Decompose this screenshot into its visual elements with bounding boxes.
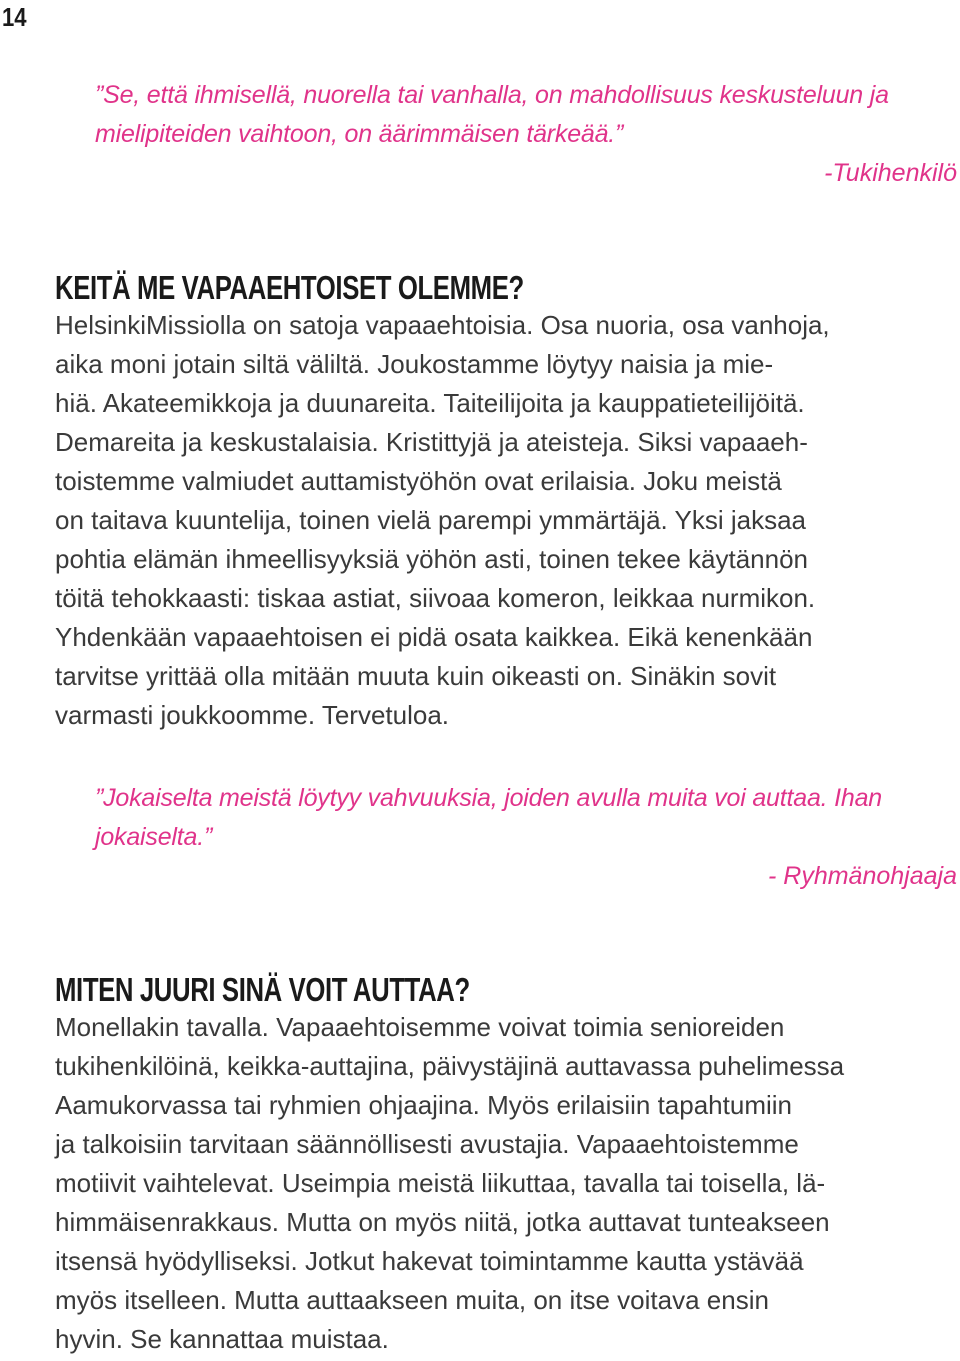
- quote-line: jokaiselta.”: [95, 823, 213, 851]
- section-heading: KEITÄ ME VAPAAEHTOISET OLEMME?: [55, 269, 524, 306]
- section-heading: MITEN JUURI SINÄ VOIT AUTTAA?: [55, 971, 470, 1008]
- paragraph-line: hyvin. Se kannattaa muistaa.: [55, 1324, 389, 1354]
- paragraph-line: on taitava kuuntelija, toinen vielä parempi ymmärtäjä. Yksi jaksaa: [55, 505, 807, 535]
- paragraph-line: toistemme valmiudet auttamistyöhön ovat erilaisia. Joku meistä: [55, 466, 782, 496]
- paragraph-line: varmasti joukkoomme. Tervetuloa.: [55, 700, 450, 730]
- quote-line: mielipiteiden vaihtoon, on äärimmäisen tärkeää.”: [95, 120, 624, 148]
- section-who-we-are: [55, 268, 935, 735]
- quote-group-leader: [95, 779, 957, 896]
- paragraph-line: myös itselleen. Mutta auttaakseen muita, on itse voitava ensin: [55, 1285, 769, 1315]
- quote-volunteer: [95, 76, 957, 193]
- quote-line: ”Jokaiselta meistä löytyy vahvuuksia, joiden avulla muita voi auttaa. Ihan: [95, 784, 883, 812]
- page-number: 14: [2, 2, 27, 32]
- paragraph-line: motiivit vaihtelevat. Useimpia meistä liikuttaa, tavalla tai toisella, lä-: [55, 1168, 826, 1198]
- quote-line: ”Se, että ihmisellä, nuorella tai vanhalla, on mahdollisuus keskusteluun ja: [95, 81, 889, 109]
- paragraph-line: tukihenkilöinä, keikka-auttajina, päivystäjinä auttavassa puhelimessa: [55, 1051, 845, 1081]
- paragraph-line: tarvitse yrittää olla mitään muuta kuin oikeasti on. Sinäkin sovit: [55, 661, 777, 691]
- paragraph-line: ja talkoisiin tarvitaan säännöllisesti avustajia. Vapaaehtoistemme: [55, 1129, 799, 1159]
- section-paragraph: [55, 306, 935, 735]
- paragraph-line: töitä tehokkaasti: tiskaa astiat, siivoaa komeron, leikkaa nurmikon.: [55, 583, 816, 613]
- quote-attribution: - Ryhmänohjaaja: [768, 862, 957, 890]
- paragraph-line: pohtia elämän ihmeellisyyksiä yöhön asti, toinen tekee käytännön: [55, 544, 809, 574]
- quote-attribution: -Tukihenkilö: [824, 159, 957, 187]
- paragraph-line: aika moni jotain siltä väliltä. Joukostamme löytyy naisia ja mie-: [55, 349, 774, 379]
- paragraph-line: Demareita ja keskustalaisia. Kristittyjä ja ateisteja. Siksi vapaaeh-: [55, 427, 808, 457]
- paragraph-line: hiä. Akateemikkoja ja duunareita. Taiteilijoita ja kauppatieteilijöitä.: [55, 388, 805, 418]
- paragraph-line: Aamukorvassa tai ryhmien ohjaajina. Myös erilaisiin tapahtumiin: [55, 1090, 793, 1120]
- section-paragraph: [55, 1008, 935, 1359]
- section-how-you-can-help: [55, 970, 935, 1359]
- paragraph-line: HelsinkiMissiolla on satoja vapaaehtoisia. Osa nuoria, osa vanhoja,: [55, 310, 830, 340]
- paragraph-line: himmäisenrakkaus. Mutta on myös niitä, jotka auttavat tunteakseen: [55, 1207, 830, 1237]
- paragraph-line: itsensä hyödylliseksi. Jotkut hakevat toimintamme kautta ystävää: [55, 1246, 804, 1276]
- paragraph-line: Yhdenkään vapaaehtoisen ei pidä osata kaikkea. Eikä kenenkään: [55, 622, 813, 652]
- paragraph-line: Monellakin tavalla. Vapaaehtoisemme voivat toimia senioreiden: [55, 1012, 785, 1042]
